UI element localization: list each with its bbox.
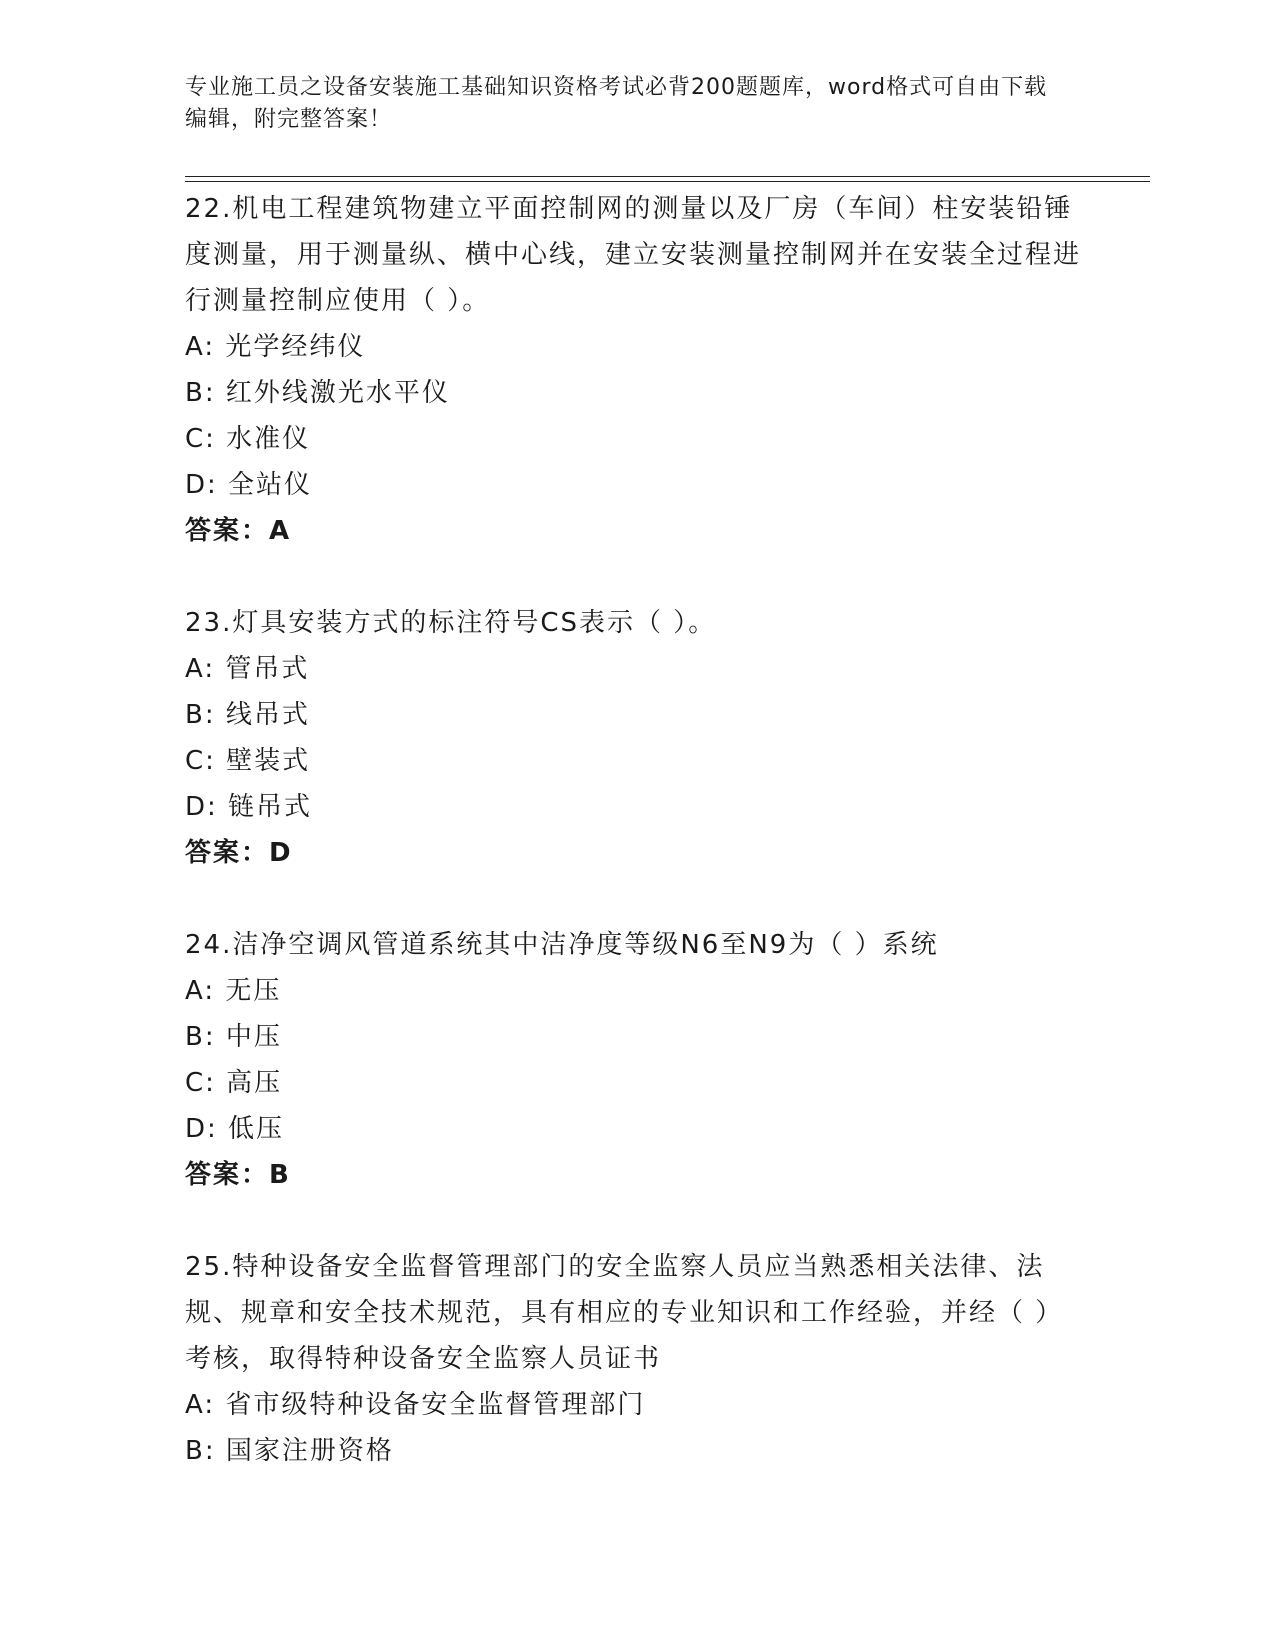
option-c: C: 高压 [185, 1068, 283, 1098]
question-list [185, 186, 1085, 1474]
option-b: B: 线吊式 [185, 700, 310, 730]
answer-value: B [269, 1160, 291, 1190]
question-stem: 22.机电工程建筑物建立平面控制网的测量以及厂房（车间）柱安装铅锤度测量，用于测量纵、横中心线，建立安装测量控制网并在安装全过程进行测量控制应使用（ ）。 [185, 194, 1082, 316]
option-b: B: 国家注册资格 [185, 1436, 394, 1466]
answer-line [185, 830, 1085, 876]
question-stem: 24.洁净空调风管道系统其中洁净度等级N6至N9为（ ）系统 [185, 930, 939, 960]
document-header: 专业施工员之设备安装施工基础知识资格考试必背200题题库，word格式可自由下载编辑，附完整答案！ [185, 75, 1048, 132]
header-rule-bottom [185, 181, 1150, 182]
option-c: C: 壁装式 [185, 746, 311, 776]
option-a: A: 无压 [185, 976, 282, 1006]
answer-value: D [269, 838, 293, 868]
option-d: D: 全站仪 [185, 470, 313, 500]
option-a: A: 省市级特种设备安全监督管理部门 [185, 1390, 646, 1420]
option-a: A: 光学经纬仪 [185, 332, 366, 362]
answer-line [185, 508, 1085, 554]
question-stem: 23.灯具安装方式的标注符号CS表示（ ）。 [185, 608, 717, 638]
question-stem: 25.特种设备安全监督管理部门的安全监察人员应当熟悉相关法律、法规、规章和安全技术规范，具有相应的专业知识和工作经验，并经（ ）考核，取得特种设备安全监察人员证书 [185, 1252, 1064, 1374]
option-d: D: 低压 [185, 1114, 285, 1144]
question-25 [185, 1244, 1085, 1474]
answer-label: 答案： [185, 516, 270, 546]
answer-line [185, 1152, 1085, 1198]
answer-label: 答案： [185, 838, 270, 868]
option-b: B: 红外线激光水平仪 [185, 378, 450, 408]
option-b: B: 中压 [185, 1022, 282, 1052]
option-a: A: 管吊式 [185, 654, 310, 684]
header-rule-top [185, 176, 1150, 177]
question-23 [185, 600, 1085, 876]
question-22 [185, 186, 1085, 554]
question-24 [185, 922, 1085, 1198]
option-c: C: 水准仪 [185, 424, 311, 454]
answer-value: A [269, 516, 292, 546]
answer-label: 答案： [185, 1160, 270, 1190]
option-d: D: 链吊式 [185, 792, 313, 822]
